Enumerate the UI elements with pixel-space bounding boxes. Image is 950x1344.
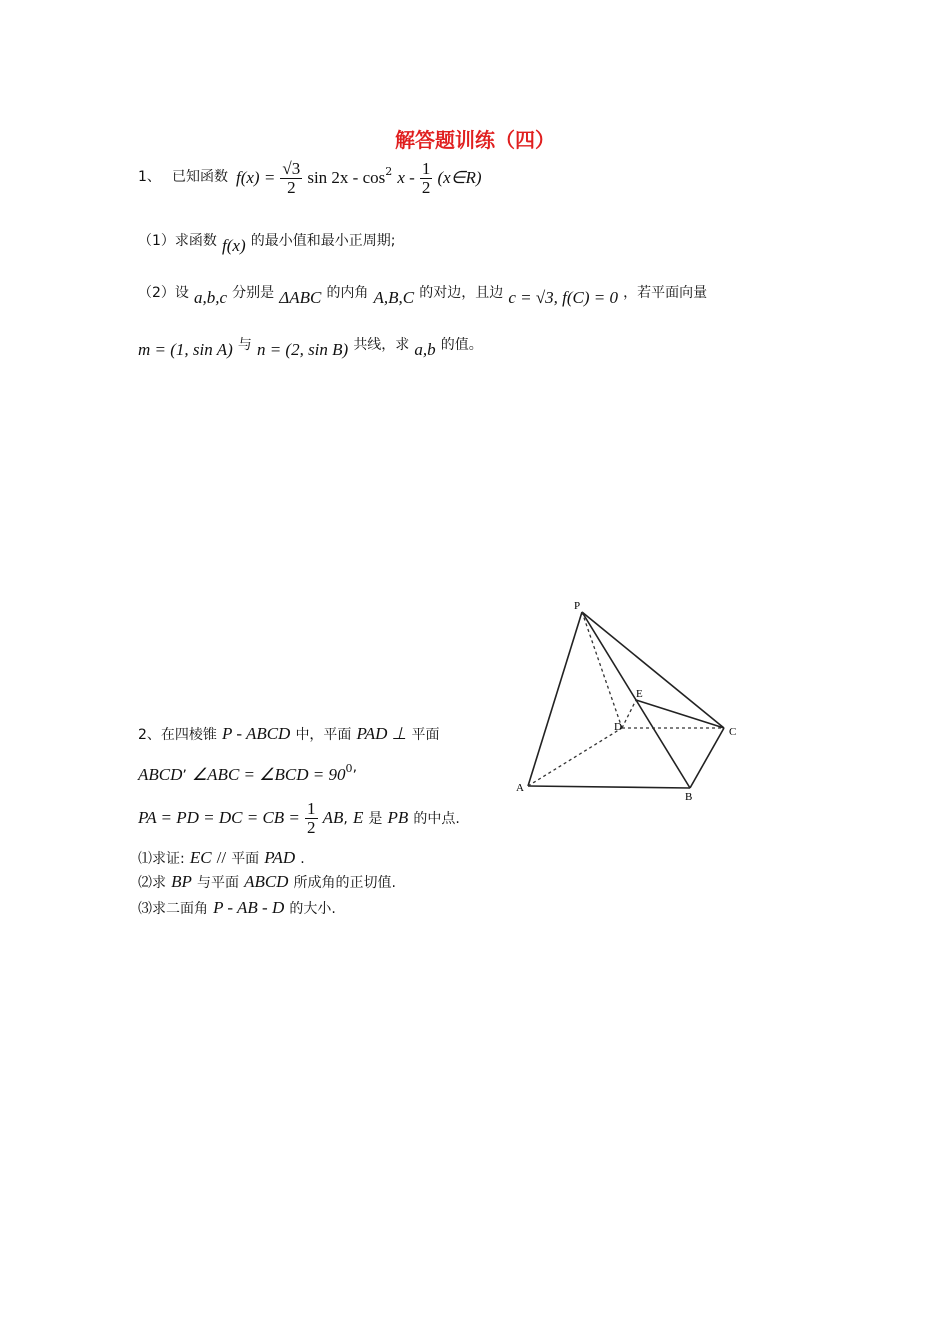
q1-coef-fraction [280,160,302,197]
q1-func-lhs: f(x) = [236,168,276,187]
q2-step1 [138,848,305,868]
edge-DE [622,700,636,728]
pyramid-figure [510,596,750,806]
q1-p2-cond: c = √3, f(C) = 0 [508,288,619,307]
q1-half-den: 2 [421,178,431,197]
q1-part2-line2 [138,334,483,360]
q2-s1-end: . [300,851,305,867]
q2-s1-ec: EC [189,848,212,867]
edge-PA [528,612,582,786]
q1-p2-t7: 的值。 [440,337,483,353]
q1-part1 [138,230,395,256]
q1-func-x: x - [397,168,415,187]
q2-pb: PB [387,808,409,827]
q2-line2 [138,762,357,785]
q2-s1-pre: ⑴求证: [138,851,185,867]
q1-p2-ABC: A,B,C [373,288,415,307]
q1-intro-line [138,166,228,186]
q2-s2-bp: BP [171,872,192,891]
q2-s3-angle: P - AB - D [213,898,285,917]
label-P: P [574,600,581,612]
q1-p2-t6: 共线，求 [353,337,410,353]
q1-number: 1、 [138,169,161,185]
edge-AB [528,786,690,788]
label-E: E [636,688,643,700]
q1-p2-t5: 与 [237,337,252,353]
q1-half-num: 1 [421,159,431,178]
q2-t3: 是 [368,811,383,827]
q2-t2: 平面 [411,727,440,743]
q1-part2-line1 [138,282,707,308]
q2-s1-plane: 平面 [231,851,260,867]
q1-function [236,160,482,197]
q1-coef-num: √3 [282,159,301,178]
q2-comma1: ’ [182,768,187,784]
q2-half-fraction [305,800,318,837]
q2-plane-pad: PAD ⊥ [356,724,407,743]
q2-s1-par: // [216,848,227,867]
q1-p2-t2: 的内角 [326,285,369,301]
q2-step2 [138,872,396,892]
q2-angles: ∠ABC = ∠BCD = 90 [191,765,346,784]
q1-p2-t4: ，若平面向量 [623,285,708,301]
q2-lengths: PA = PD = DC = CB = [138,808,300,827]
q1-p2-t1: 分别是 [232,285,275,301]
label-D: D [614,721,622,733]
q2-number: 2、在四棱锥 [138,727,217,743]
q2-deg: 0 [345,762,353,775]
q1-p1-text: 的最小值和最小正周期; [250,233,396,249]
q2-line1 [138,724,440,744]
q2-step3 [138,898,336,918]
edge-PD [582,612,622,728]
label-C: C [729,726,737,738]
q2-comma3: , [343,811,348,827]
q1-func-mid: sin 2x - cos [307,168,386,187]
q1-p2-abc: a,b,c [194,288,228,307]
edge-AD [528,728,622,786]
q1-p2-t3: 的对边，且边 [419,285,504,301]
edge-EC [636,700,724,728]
q2-line3 [138,800,460,837]
q2-half-num: 1 [307,799,316,818]
edge-BC [690,728,724,788]
q2-abcd: ABCD [138,765,183,784]
q1-p2-ab: a,b [414,340,436,359]
q2-s1-pad: PAD [264,848,296,867]
q2-s2-pre: ⑵求 [138,875,166,891]
label-B: B [685,791,693,803]
q2-ab: AB [322,808,344,827]
q2-s2-mid: 与平面 [196,875,239,891]
q2-s3-pre: ⑶求二面角 [138,901,208,917]
q2-half-den: 2 [307,818,316,837]
edge-PC [582,612,724,728]
q1-p2-n: n = (2, sin B) [256,340,349,359]
q2-s3-end: 的大小. [289,901,336,917]
q2-t1: 中，平面 [295,727,352,743]
q1-intro: 已知函数 [172,169,229,185]
q2-t4: 的中点. [413,811,460,827]
q1-func-domain: (x∈R) [437,168,482,187]
q1-p1-fx: f(x) [222,236,246,255]
q1-func-exp: 2 [385,165,393,178]
q2-s2-abcd: ABCD [244,872,289,891]
q2-e: E [352,808,364,827]
page-title: 解答题训练（四） [395,128,555,152]
q1-p2-m: m = (1, sin A) [138,340,233,359]
q1-half-fraction [420,160,433,197]
q2-s2-end: 所成角的正切值. [293,875,396,891]
label-A: A [516,782,524,794]
q2-pyramid: P - ABCD [222,724,291,743]
q1-p2-prefix: （2）设 [138,285,189,301]
q1-p2-triangle: ΔABC [279,288,322,307]
q1-p1-prefix: （1）求函数 [138,233,217,249]
q2-comma2: ’ [352,768,357,784]
q1-coef-den: 2 [287,178,296,197]
